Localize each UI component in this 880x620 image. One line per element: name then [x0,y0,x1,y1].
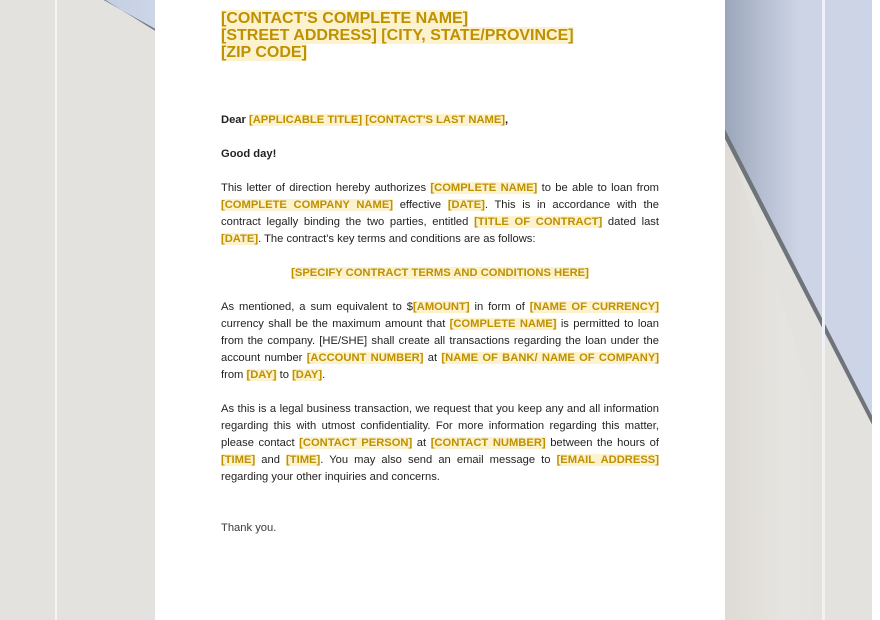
p2-text-3: currency shall be the maximum amount that [221,318,450,330]
spacer-after-address [221,61,659,95]
spacer-before-closing [221,486,659,520]
placeholder-street-city: [STREET ADDRESS] [CITY, STATE/PROVINCE] [221,27,574,44]
p2-text-6: at [423,352,442,364]
p1-text-3: effective [393,199,448,211]
placeholder-date-1: [DATE] [447,199,485,211]
placeholder-contact-number: [CONTACT NUMBER] [430,437,546,449]
p2-text-4: is permitted to loan from the company. [221,318,659,347]
document-body [221,10,659,537]
p2-text-7: from [221,369,247,381]
salutation-line [221,112,659,129]
p1-text-6: . The contract's key terms and conditions are as follows: [258,233,536,245]
p2-text-8: to [276,369,293,381]
placeholder-contract-terms: [SPECIFY CONTRACT TERMS AND CONDITIONS HERE] [291,267,589,279]
placeholder-applicable-title: [APPLICABLE TITLE] [249,114,363,126]
placeholder-time-2: [TIME] [286,454,321,466]
p3-text-2: at [412,437,431,449]
p3-text-6: regarding your other inquiries and concerns. [221,471,440,483]
spacer-after-greeting [221,163,659,180]
recipient-address-block [221,10,659,61]
paragraph-confidentiality [221,401,659,486]
document-page [155,0,725,620]
p2-text-9: . [322,369,326,381]
backdrop-right-fold-line-lower [822,352,825,620]
contract-terms-line [221,265,659,282]
placeholder-zip-code: [ZIP CODE] [221,44,307,61]
placeholder-name-of-currency: [NAME OF CURRENCY] [529,301,659,313]
p1-text-4: . This is in accordance with the contract legally binding the two parties, entitled [221,199,659,228]
spacer-after-paragraph-2 [221,384,659,401]
placeholder-amount: [AMOUNT] [413,301,470,313]
p3-text-5: . You may also send an email message to [320,454,557,466]
placeholder-title-of-contract: [TITLE OF CONTRACT] [474,216,603,228]
closing-line: Thank you. [221,522,277,534]
paragraph-loan-amount [221,299,659,384]
backdrop-far-right-margin [872,0,880,620]
placeholder-day-1: [DAY] [246,369,277,381]
p1-text-5: dated last [602,216,660,228]
placeholder-bank-or-company-name: [NAME OF BANK/ NAME OF COMPANY] [441,352,660,364]
p1-text-1: This letter of direction hereby authorizes [221,182,431,194]
salutation-prefix: Dear [221,114,249,126]
placeholder-complete-company-name: [COMPLETE COMPANY NAME] [221,199,394,211]
placeholder-contact-last-name: [CONTACT'S LAST NAME] [365,114,506,126]
salutation-suffix: , [505,114,509,126]
greeting-line: Good day! [221,148,277,160]
spacer-after-terms [221,282,659,299]
address-line-1 [221,10,659,27]
p2-text-1: As mentioned, a sum equivalent to $ [221,301,414,313]
placeholder-complete-name-2: [COMPLETE NAME] [449,318,557,330]
placeholder-account-number: [ACCOUNT NUMBER] [306,352,424,364]
p3-text-1: As this is a legal business transaction, we request that you keep any and all information regarding this with utmost confidentiality. For more information regarding this matter, please contact [221,403,659,449]
placeholder-contact-person: [CONTACT PERSON] [299,437,413,449]
backdrop-left-panel [0,0,155,620]
p2-text-5: shall create all transactions regarding the loan under the account number [221,335,659,364]
p3-text-3: between the hours of [545,437,659,449]
p2-text-2: in form of [469,301,530,313]
spacer-after-address-2 [221,95,659,112]
placeholder-day-2: [DAY] [292,369,323,381]
address-line-2 [221,27,659,44]
spacer-after-paragraph-1 [221,248,659,265]
placeholder-contact-name: [CONTACT'S COMPLETE NAME] [221,10,469,27]
placeholder-complete-name-1: [COMPLETE NAME] [430,182,538,194]
address-line-3 [221,44,659,61]
placeholder-time-1: [TIME] [221,454,256,466]
spacer-after-salutation [221,129,659,146]
backdrop-left-fold-line [55,0,57,620]
placeholder-he-she: [HE/SHE] [319,335,368,347]
placeholder-date-2: [DATE] [221,233,259,245]
p3-text-4: and [255,454,287,466]
placeholder-email-address: [EMAIL ADDRESS] [556,454,659,466]
paragraph-authorization [221,180,659,248]
p1-text-2: to be able to loan from [537,182,659,194]
